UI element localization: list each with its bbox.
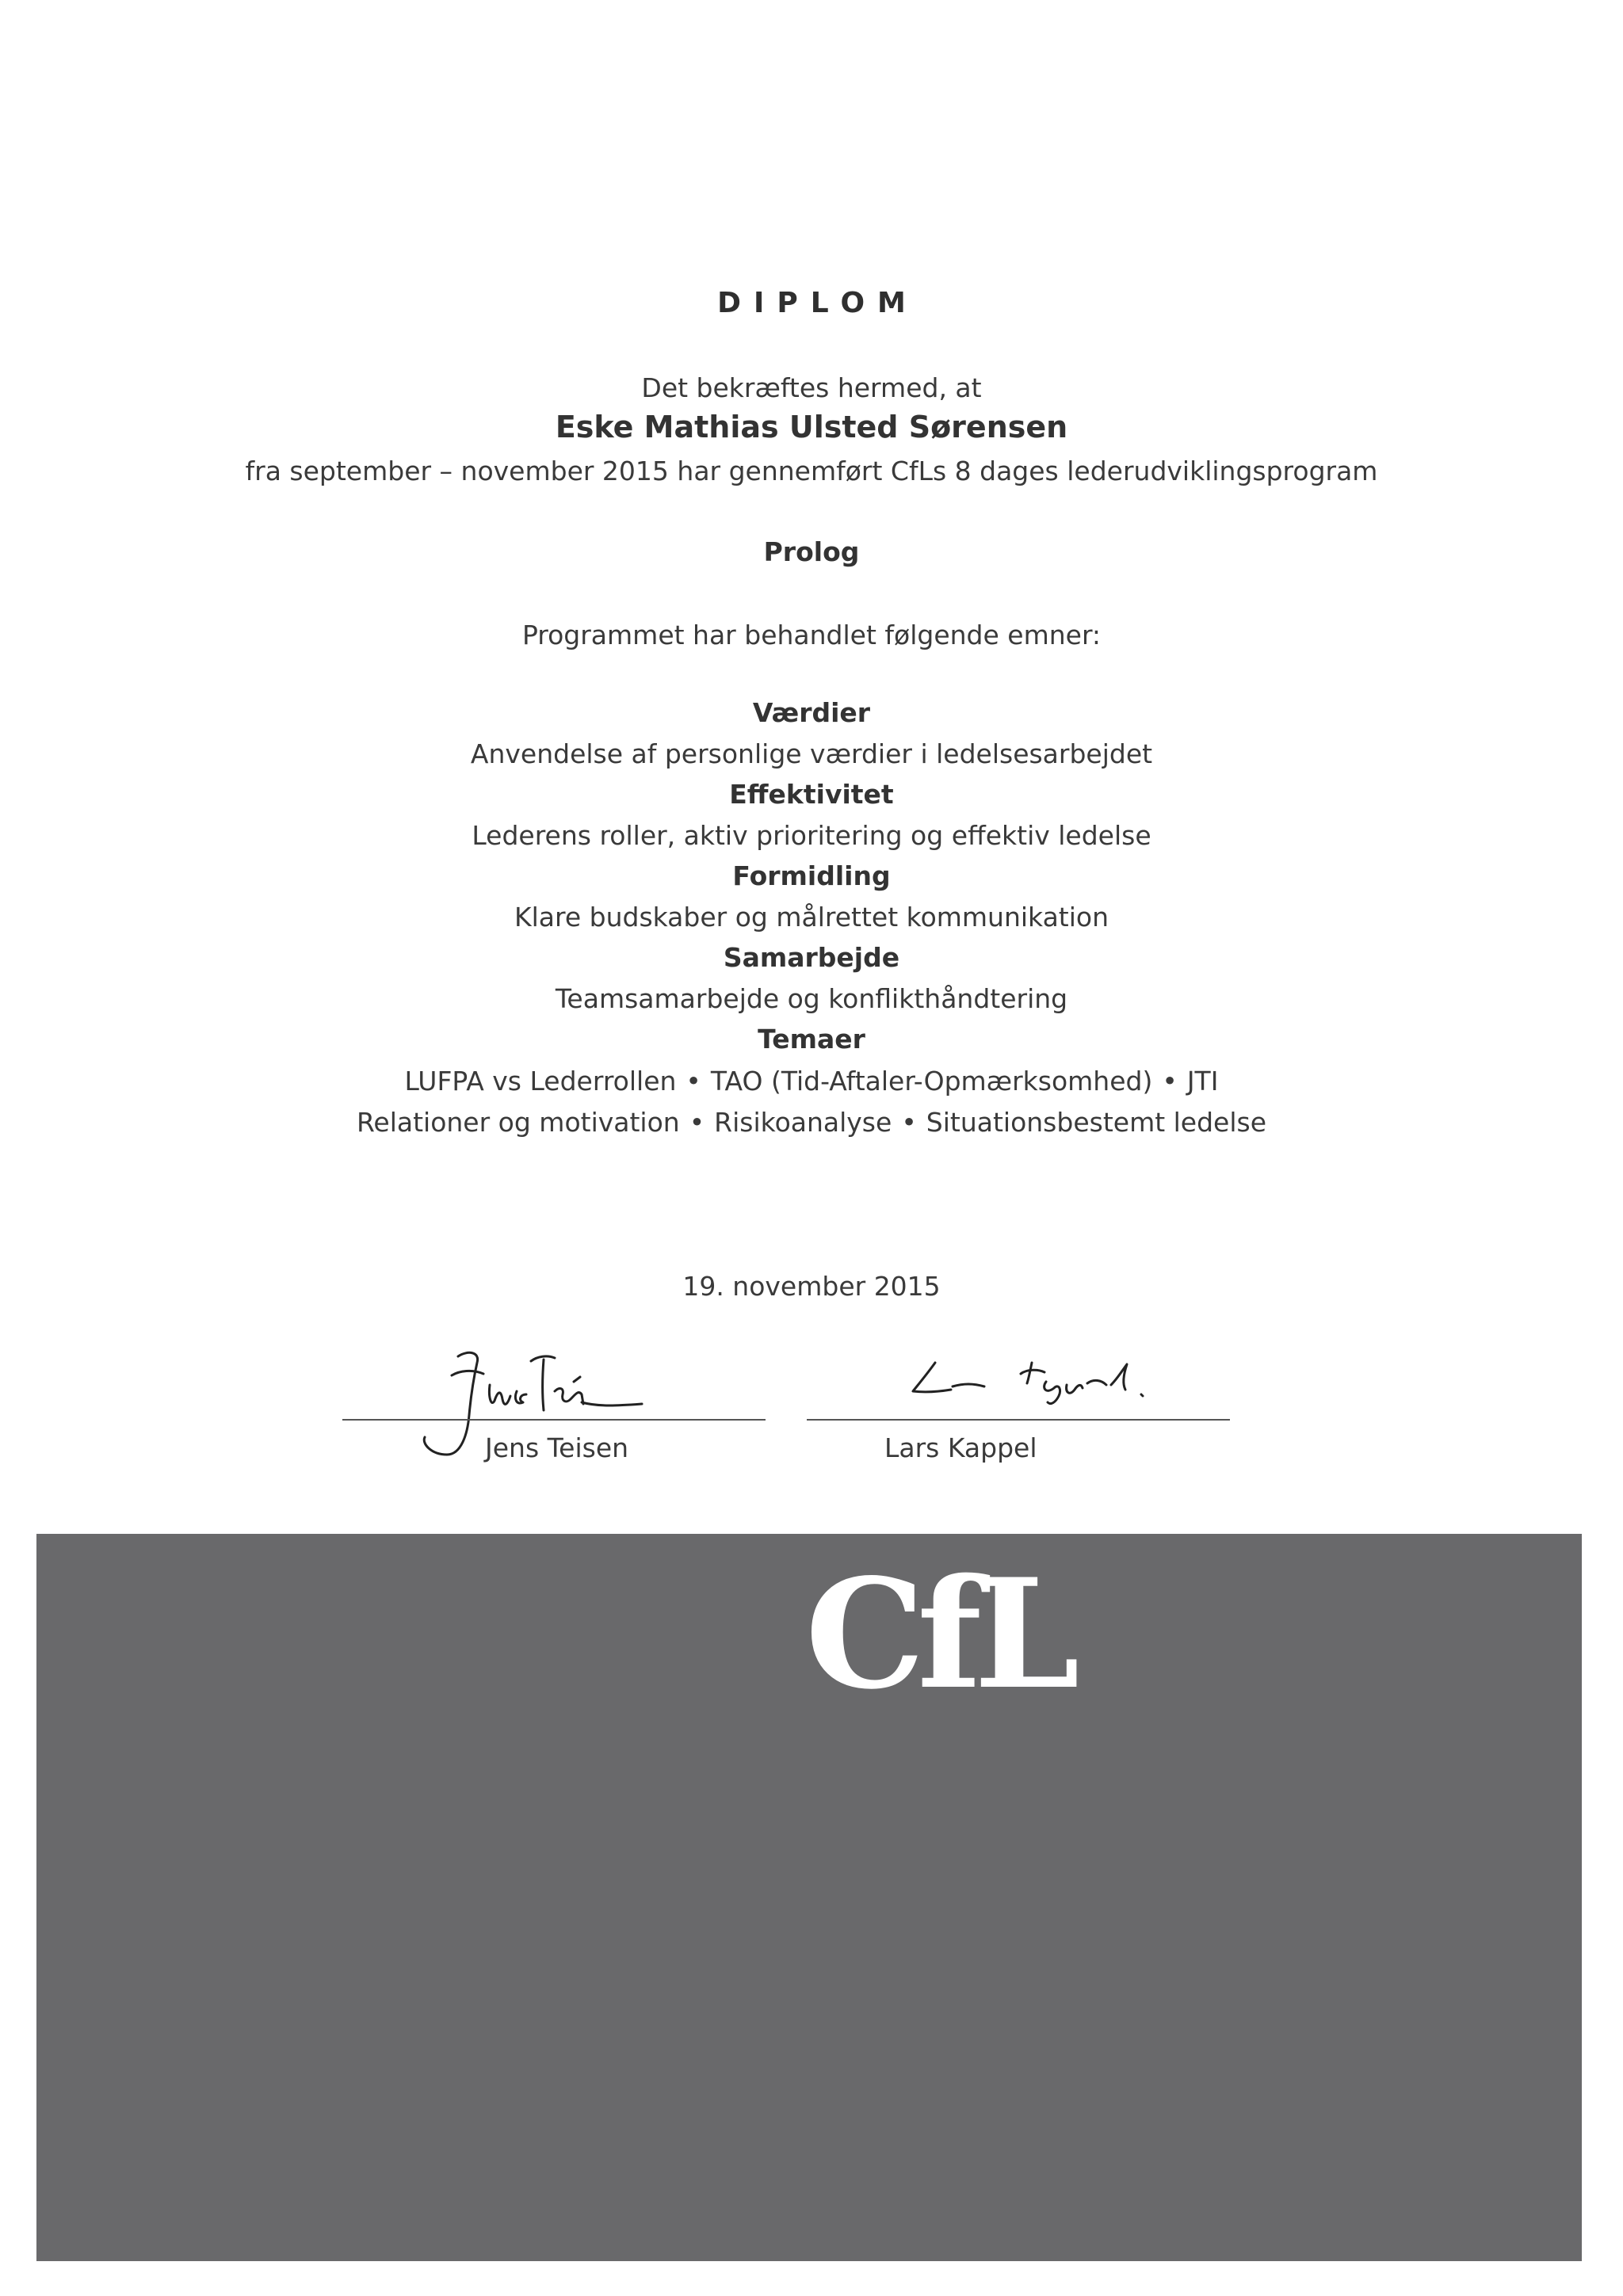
period-text: fra september – november 2015 har gennemført CfLs 8 dages lederudviklingsprogram — [245, 456, 1378, 486]
bullet-icon: • — [689, 1107, 705, 1138]
bullet-icon: • — [685, 1066, 701, 1097]
bullet-icon: • — [901, 1107, 917, 1138]
section-text-vaerdier: Anvendelse af personlige værdier i ledelsesarbejdet — [470, 738, 1153, 769]
theme-item: Relationer og motivation — [356, 1107, 680, 1138]
diploma-title: DIPLOM — [717, 287, 918, 319]
signature-line-2 — [807, 1419, 1230, 1421]
recipient-name: Eske Mathias Ulsted Sørensen — [555, 410, 1068, 444]
program-name: Prolog — [763, 536, 860, 567]
signer-name-2: Lars Kappel — [884, 1432, 1037, 1463]
theme-item: JTI — [1186, 1066, 1219, 1097]
theme-item: LUFPA vs Lederrollen — [404, 1066, 677, 1097]
theme-item: TAO (Tid-Aftaler-Opmærksomhed) — [710, 1066, 1153, 1097]
intro-text: Det bekræftes hermed, at — [641, 372, 982, 403]
section-heading-formidling: Formidling — [732, 860, 891, 891]
section-text-effektivitet: Lederens roller, aktiv prioritering og effektiv ledelse — [472, 820, 1151, 851]
themes-heading: Temaer — [758, 1024, 865, 1055]
signer-name-1: Jens Teisen — [485, 1432, 629, 1463]
theme-item: Risikoanalyse — [714, 1107, 892, 1138]
themes-line-2 — [0, 1107, 1623, 1138]
cfl-logo-text: CfL — [805, 1546, 1072, 1722]
bullet-icon: • — [1162, 1066, 1178, 1097]
theme-item: Situationsbestemt ledelse — [926, 1107, 1267, 1138]
diploma-date: 19. november 2015 — [682, 1271, 941, 1302]
signature-line-1 — [342, 1419, 766, 1421]
section-heading-vaerdier: Værdier — [752, 697, 871, 728]
themes-line-1 — [0, 1066, 1623, 1097]
topics-intro: Programmet har behandlet følgende emner: — [521, 620, 1102, 650]
section-heading-effektivitet: Effektivitet — [729, 779, 894, 810]
section-heading-samarbejde: Samarbejde — [723, 942, 900, 973]
section-text-samarbejde: Teamsamarbejde og konflikthåndtering — [555, 983, 1068, 1014]
cfl-logo — [805, 1546, 1072, 1722]
signature-lars-kappel — [903, 1347, 1205, 1418]
section-text-formidling: Klare budskaber og målrettet kommunikation — [514, 902, 1109, 933]
